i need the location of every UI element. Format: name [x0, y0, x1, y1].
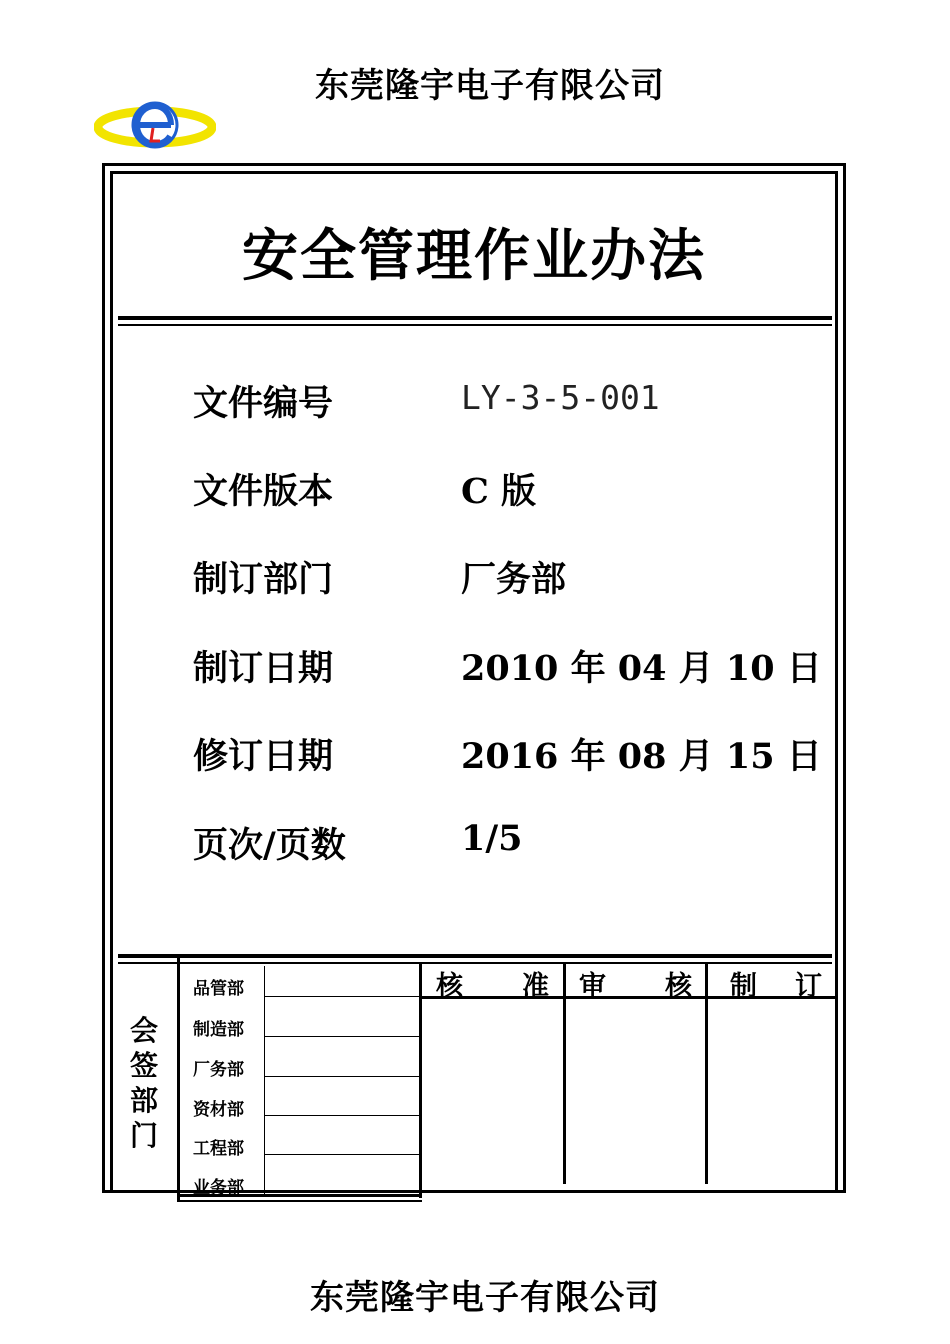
cosign-left-border: [177, 958, 180, 1202]
review-header-right: 核: [665, 971, 692, 1002]
field-label: 文件版本: [193, 472, 334, 512]
approval-header-divider: [422, 996, 838, 999]
signature-divider-thick: [118, 954, 832, 958]
field-value: 2016 年 08 月 15 日: [461, 736, 822, 777]
field-value: 1/5: [461, 818, 523, 859]
draft-header-left: 制: [730, 971, 757, 1002]
field-label: 修订日期: [193, 737, 334, 777]
cosign-row-divider: [264, 996, 420, 997]
field-value: LY-3-5-001: [461, 378, 660, 417]
field-label: 页次/页数: [193, 826, 346, 866]
cosign-dept-facilities: 厂务部: [193, 1060, 244, 1080]
signature-divider-thin: [118, 962, 832, 964]
cosign-row-divider: [264, 1076, 420, 1077]
field-value: 2010 年 04 月 10 日: [461, 648, 822, 689]
company-name-header: 东莞隆宇电子有限公司: [315, 66, 665, 106]
cosign-label: [126, 1013, 162, 1153]
approval-column-border: [705, 962, 708, 1184]
field-label: 文件编号: [193, 384, 334, 424]
cosign-bottom-border-2: [177, 1200, 422, 1202]
field-value: 厂务部: [461, 560, 567, 600]
cosign-char: 签: [129, 1049, 158, 1082]
cosign-dept-manufacturing: 制造部: [193, 1020, 244, 1040]
cosign-char: 会: [129, 1014, 158, 1047]
cosign-dept-sales: 业务部: [193, 1178, 244, 1198]
approval-column-border: [563, 962, 566, 1184]
cosign-row-divider: [264, 1154, 420, 1155]
cosign-char: 门: [129, 1119, 158, 1152]
field-value: C 版: [461, 471, 537, 512]
cosign-row-divider: [264, 1115, 420, 1116]
field-label: 制订部门: [193, 560, 334, 600]
cosign-dept-engineering: 工程部: [193, 1139, 244, 1159]
title-divider-thick: [118, 316, 832, 320]
cosign-dept-materials: 资材部: [193, 1100, 244, 1120]
approve-header-right: 准: [522, 971, 549, 1002]
document-title: 安全管理作业办法: [242, 224, 706, 289]
cosign-sign-column-border: [264, 966, 265, 1194]
cosign-char: 部: [129, 1084, 158, 1117]
approve-header-left: 核: [436, 971, 463, 1002]
review-header-left: 审: [579, 971, 606, 1002]
title-divider-thin: [118, 324, 832, 326]
cosign-dept-quality: 品管部: [193, 979, 244, 999]
field-label: 制订日期: [193, 649, 334, 689]
company-name-footer: 东莞隆宇电子有限公司: [310, 1278, 660, 1318]
company-logo: [94, 96, 216, 154]
cosign-row-divider: [264, 1036, 420, 1037]
draft-header-right: 订: [795, 971, 822, 1002]
